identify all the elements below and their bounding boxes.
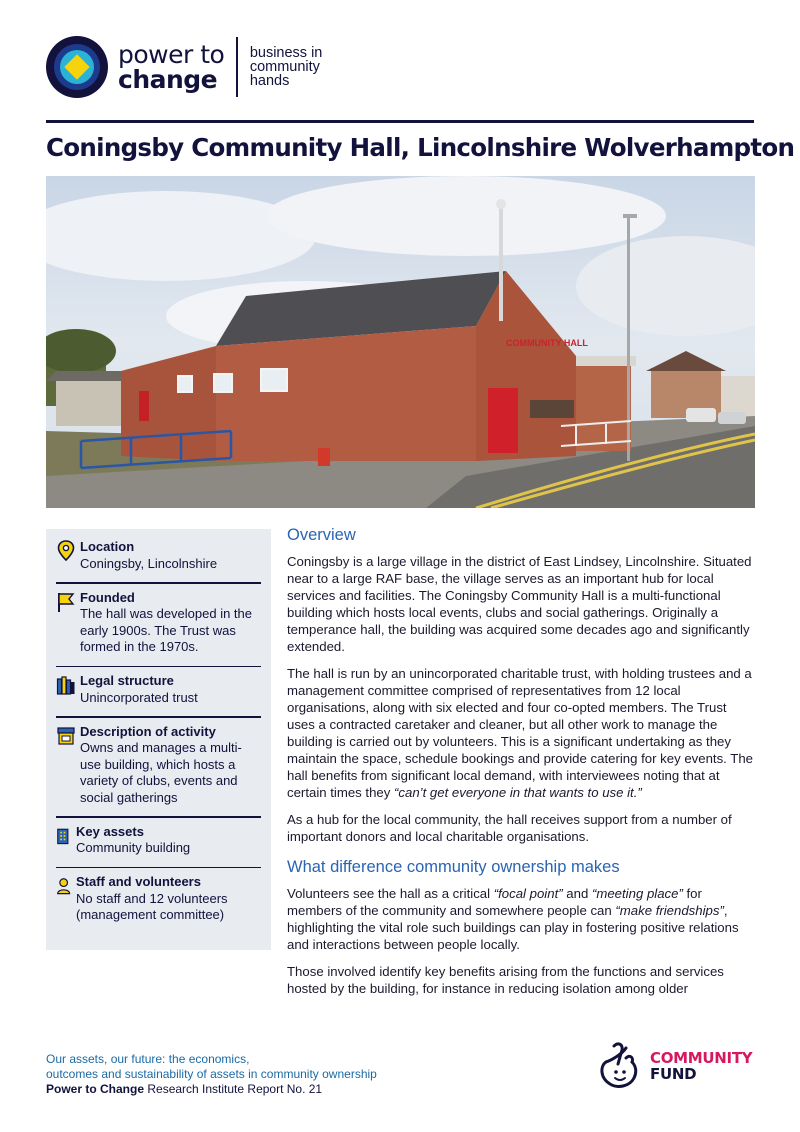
difference-text-a: Volunteers see the hall as a critical [287,886,494,901]
overview-paragraph-1: Coningsby is a large village in the district of East Lindsey, Lincolnshire. Situated near to a large RAF base, the village serves as an important hub for local services and facilities. The Coningsby Community Hall is a multi-functional building which hosts local events, clubs and social gatherings. Originally a temperance hall, the building was acquired some decades ago and significantly extended. [287,554,752,654]
crossed-fingers-icon [596,1040,646,1092]
fact-key-assets [56,824,261,857]
fact-label-legal-structure: Legal structure [80,673,174,688]
footer [46,1052,377,1097]
overview-heading: Overview [287,526,356,544]
fact-value-staff-volunteers: No staff and 12 volunteers (management committee) [76,890,228,922]
fact-location [56,539,261,572]
title-rule [46,120,754,123]
difference-paragraph-1 [287,885,757,953]
fact-value-key-assets: Community building [76,840,191,855]
fact-divider [56,666,261,668]
difference-text-d: , highlighting the vital role such buildings can play in fostering positive relations and interactions between people locally. [287,903,739,952]
difference-text-c: for members of the community and somewhere people can [287,886,702,918]
footer-report-line-3 [46,1082,377,1097]
footer-report-line-1: Our assets, our future: the economics, [46,1052,250,1066]
difference-text-b: and [562,886,592,901]
difference-quote-focal-point: “focal point” [493,886,563,901]
flag-icon [56,591,76,613]
person-icon [56,875,73,897]
community-fund-wordmark [650,1050,752,1082]
fact-description [56,724,261,807]
tagline-line-3: hands [249,73,290,89]
power-to-change-logo [46,36,322,98]
community-fund-logo [596,1040,752,1092]
fact-label-location: Location [80,539,135,554]
fact-divider [56,816,261,818]
fact-divider [56,867,261,869]
footer-report-number: Research Institute Report No. 21 [144,1082,323,1096]
fact-label-staff-volunteers: Staff and volunteers [76,874,201,889]
key-facts-panel [46,529,271,950]
logo-wordmark [118,42,224,92]
difference-quote-meeting-place: “meeting place” [591,886,683,901]
fact-legal-structure [56,673,261,706]
main-content [287,527,757,1007]
difference-quote-make-friendships: “make friendships” [615,903,724,918]
logo-line-2: change [118,65,218,94]
fact-label-founded: Founded [80,589,135,605]
hall-sign: COMMUNITY HALL [506,338,588,348]
fact-staff-volunteers [56,874,261,924]
location-pin-icon [56,540,76,562]
fact-value-description: Owns and manages a multi-use building, which hosts a variety of clubs, events and social gatherings [80,740,242,805]
difference-heading: What difference community ownership makes [287,858,620,876]
building-icon [56,825,73,847]
tagline-line-2: community [249,59,320,75]
logo-divider [236,37,238,97]
overview-paragraph-2-quote: “can’t get everyone in that wants to use it.” [394,785,642,800]
tagline-line-1: business in [249,45,323,61]
overview-paragraph-2-text: The hall is run by an unincorporated charitable trust, with holding trustees and a management committee comprised of representatives from 12 local organisations, along with six elected and four co-opted members. The Trust uses a contracted caretaker and cleaner, but all other work to manage the building is carried out by volunteers. This is a significant undertaking as they maintain the space, schedule bookings and provide catering for key events. The hall benefits from significant local demand, with interviewees noting that at certain times they [287,666,753,800]
page-title: Coningsby Community Hall, Lincolnshire Wolverhampton [46,133,795,162]
footer-report-line-2: outcomes and sustainability of assets in community ownership [46,1067,377,1081]
hall-photo [46,176,755,508]
community-fund-line-1: COMMUNITY [650,1049,753,1067]
overview-paragraph-3: As a hub for the local community, the hall receives support from a number of important donors and local charitable organisations. [287,812,732,844]
fact-value-location: Coningsby, Lincolnshire [80,555,218,571]
fact-label-description: Description of activity [80,723,216,739]
overview-paragraph-2 [287,665,757,801]
fact-value-legal-structure: Unincorporated trust [80,689,198,705]
fact-label-key-assets: Key assets [76,823,144,839]
footer-org-name: Power to Change [46,1082,145,1096]
fact-founded [56,590,261,656]
logo-line-1: power to [118,40,225,69]
tagline [250,46,323,88]
power-to-change-logo-icon [46,36,108,98]
fact-value-founded: The hall was developed in the early 1900s. The Trust was formed in the 1970s. [80,606,253,654]
hall-photo-illustration [46,176,755,508]
books-icon [56,674,76,696]
difference-paragraph-2: Those involved identify key benefits arising from the functions and services hosted by the building, for instance in reducing isolation among older [287,964,724,996]
fact-divider [56,582,261,584]
fact-divider [56,716,261,718]
shop-icon [56,725,76,747]
community-fund-line-2: FUND [650,1065,697,1083]
